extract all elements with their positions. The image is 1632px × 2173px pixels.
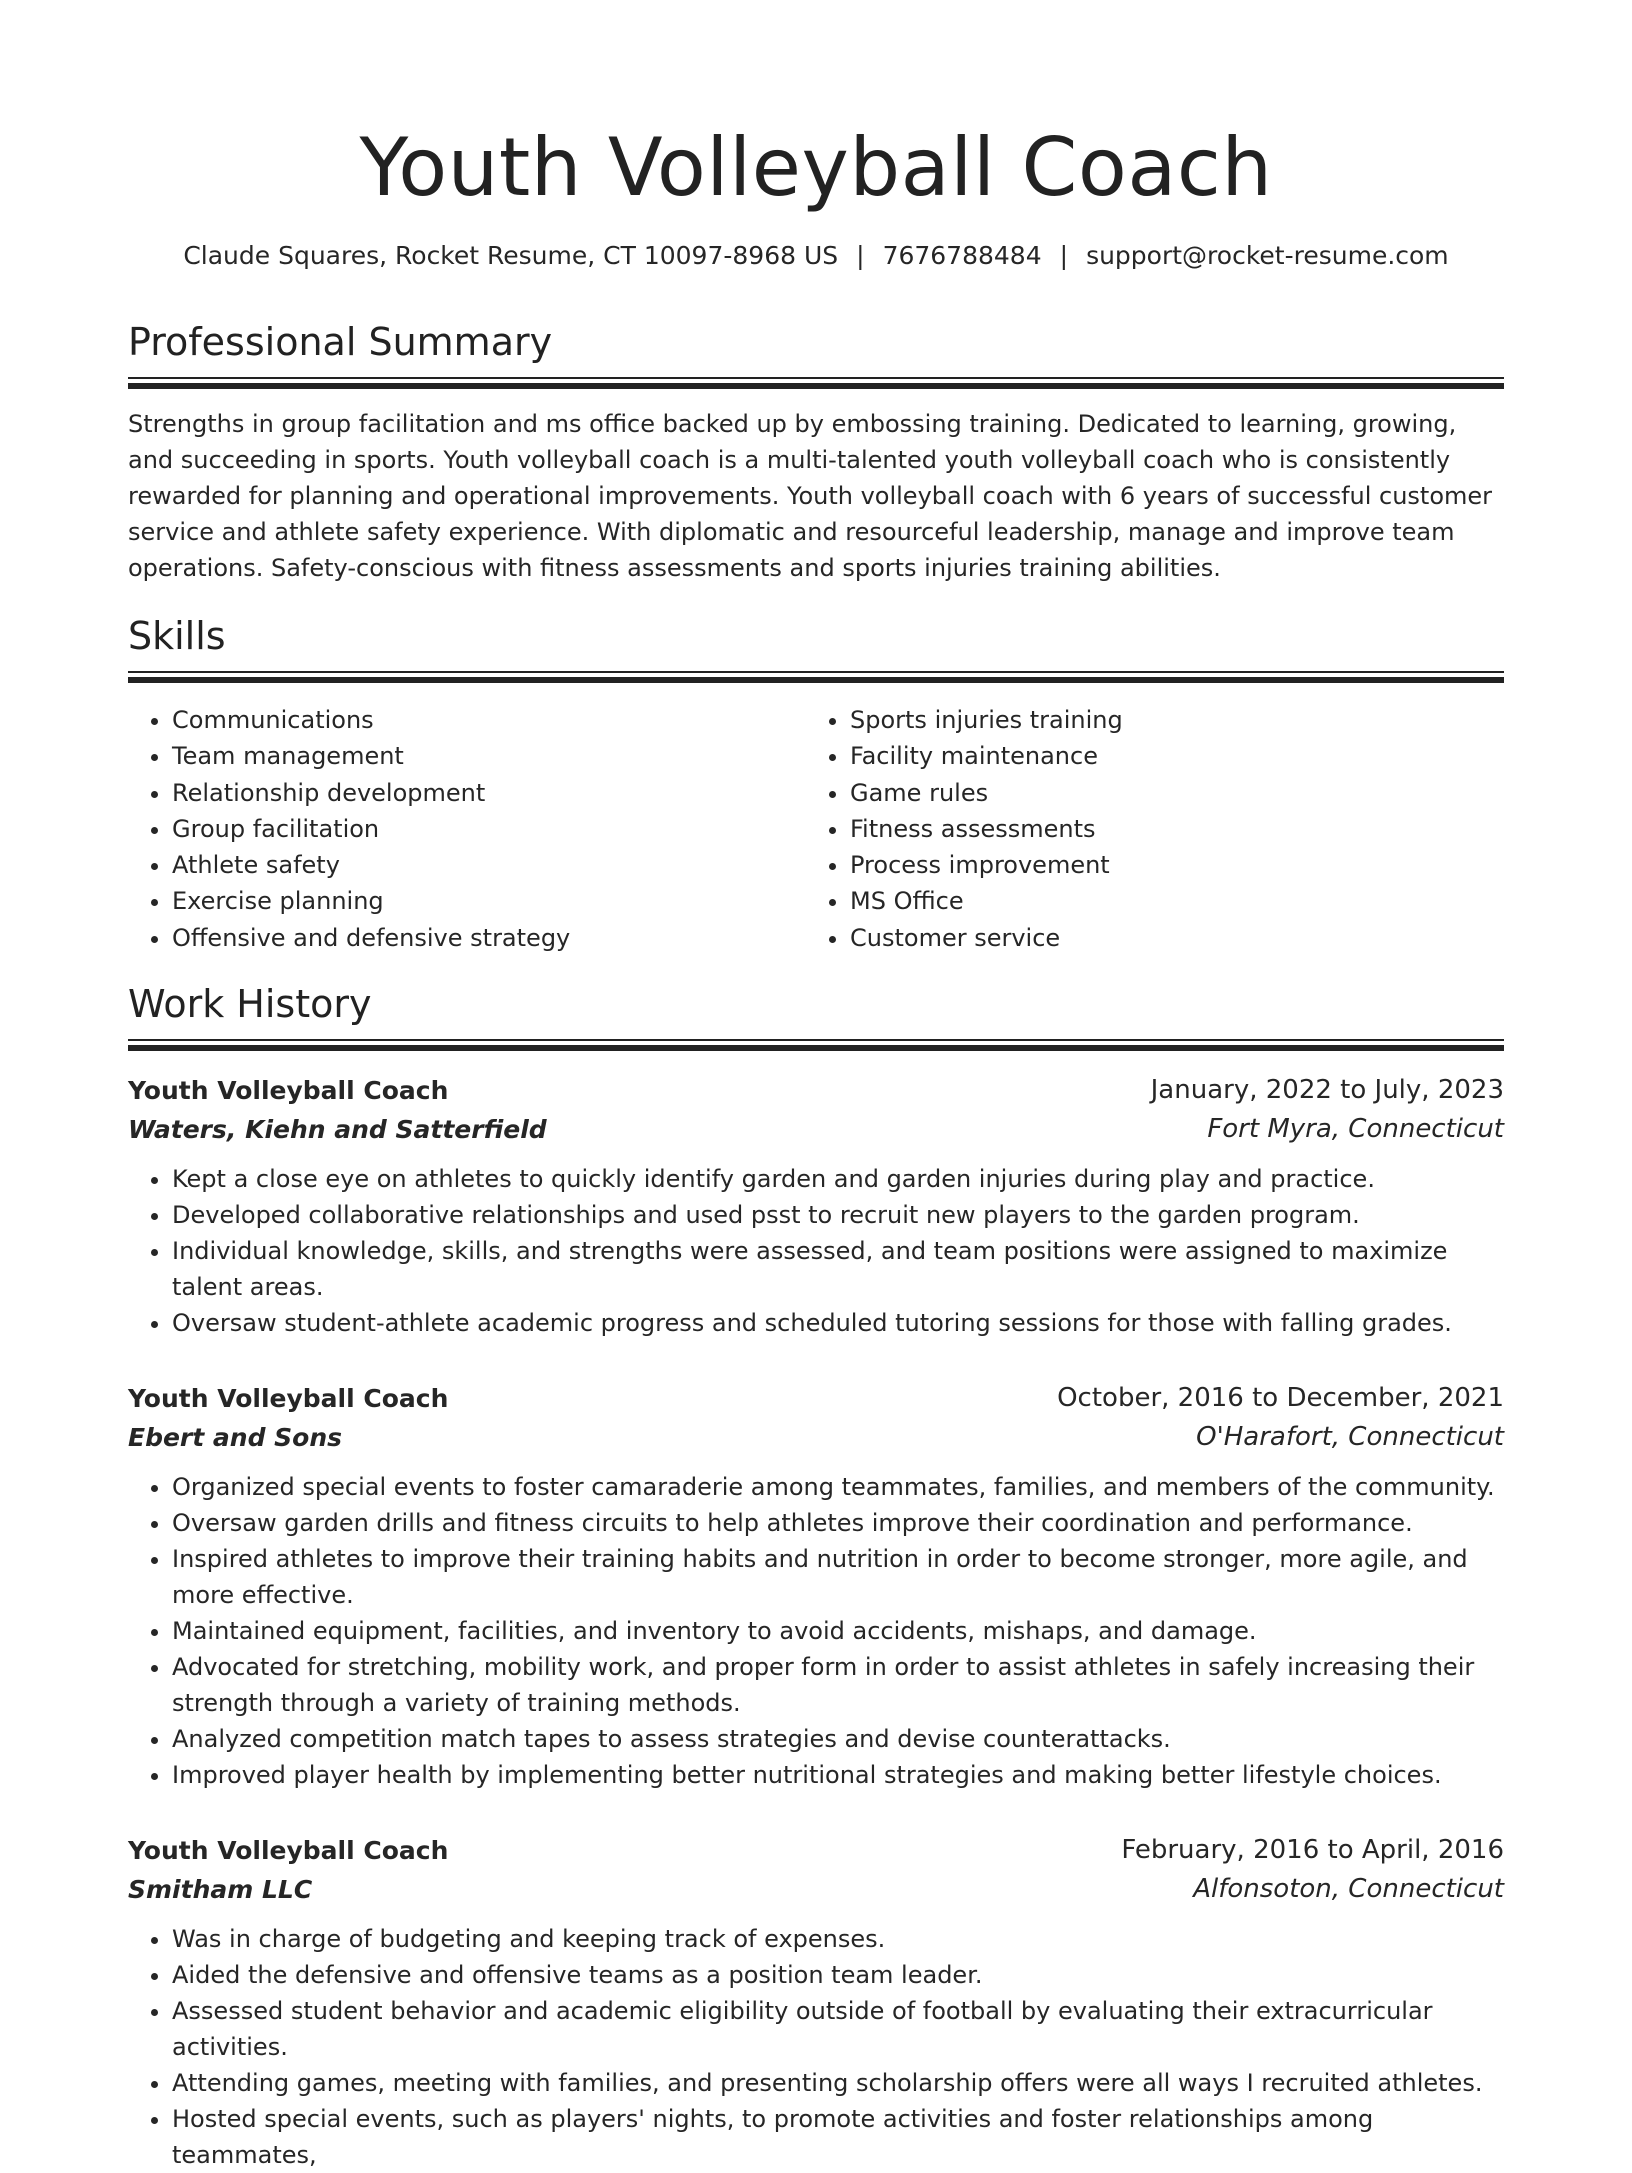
job-company-row xyxy=(128,1418,1504,1457)
skill-item: • Athlete safety xyxy=(172,847,792,883)
skills-list-right xyxy=(806,702,1470,956)
job-company: Waters, Kiehn and Satterfield xyxy=(128,1115,547,1144)
contact-line xyxy=(128,238,1504,274)
job-title: Youth Volleyball Coach xyxy=(128,1384,449,1413)
skill-item: • Customer service xyxy=(850,920,1470,956)
skill-item: • MS Office xyxy=(850,883,1470,919)
job-bullet-list xyxy=(128,1469,1504,1793)
job-company: Ebert and Sons xyxy=(128,1423,343,1452)
skill-item: • Game rules xyxy=(850,775,1470,811)
skill-item: • Exercise planning xyxy=(172,883,792,919)
job-location: O'Harafort, Connecticut xyxy=(1196,1422,1504,1452)
job-bullet: • Oversaw student-athlete academic progress and scheduled tutoring sessions for those with falling grades. xyxy=(172,1305,1504,1341)
skill-item: • Offensive and defensive strategy xyxy=(172,920,792,956)
job-bullet: • Attending games, meeting with families, and presenting scholarship offers were all ways I recruited athletes. xyxy=(172,2065,1504,2101)
job-company: Smitham LLC xyxy=(128,1875,313,1904)
job-bullet: • Organized special events to foster camaraderie among teammates, families, and members of the community. xyxy=(172,1469,1504,1505)
skills-list-left xyxy=(128,702,792,956)
contact-phone: 7676788484 xyxy=(882,241,1042,270)
contact-separator: | xyxy=(1059,241,1069,270)
job-location: Fort Myra, Connecticut xyxy=(1207,1114,1504,1144)
skill-item: • Group facilitation xyxy=(172,811,792,847)
job-dates: January, 2022 to July, 2023 xyxy=(1150,1075,1504,1105)
contact-email[interactable]: support@rocket-resume.com xyxy=(1086,241,1449,270)
work-history-heading: Work History xyxy=(128,982,372,1026)
job-bullet: • Was in charge of budgeting and keeping track of expenses. xyxy=(172,1921,1504,1957)
job-bullet: • Developed collaborative relationships and used psst to recruit new players to the garden program. xyxy=(172,1197,1504,1233)
job-bullet: • Aided the defensive and offensive teams as a position team leader. xyxy=(172,1957,1504,1993)
job-dates: October, 2016 to December, 2021 xyxy=(1057,1383,1504,1413)
job-bullet: • Analyzed competition match tapes to assess strategies and devise counterattacks. xyxy=(172,1721,1504,1757)
skill-item: • Process improvement xyxy=(850,847,1470,883)
job-entry xyxy=(128,1071,1504,1341)
job-bullet: • Kept a close eye on athletes to quickly identify garden and garden injuries during play and practice. xyxy=(172,1161,1504,1197)
job-header-row xyxy=(128,1071,1504,1110)
document-title: Youth Volleyball Coach xyxy=(359,121,1273,214)
job-bullet: • Advocated for stretching, mobility work, and proper form in order to assist athletes in safely increasing their strength through a variety of training methods. xyxy=(172,1649,1504,1721)
skill-item: • Facility maintenance xyxy=(850,738,1470,774)
section-divider xyxy=(128,671,1504,681)
summary-text: Strengths in group facilitation and ms office backed up by embossing training. Dedicated to learning, growing, and succeeding in sports. Youth volleyball coach is a multi-talented youth volleyball coach who is consistently rewarded for planning and operational improvements. Youth volleyball coach with 6 years of successful customer service and athlete safety experience. With diplomatic and resourceful leadership, manage and improve team operations. Safety-conscious with fitness assessments and sports injuries training abilities. xyxy=(128,410,1493,582)
skill-item: • Fitness assessments xyxy=(850,811,1470,847)
contact-separator: | xyxy=(856,241,865,270)
skill-item: • Relationship development xyxy=(172,775,792,811)
job-bullet-list xyxy=(128,1921,1504,2173)
job-bullet: • Individual knowledge, skills, and strengths were assessed, and team positions were assigned to maximize talent areas. xyxy=(172,1233,1504,1305)
job-header-row xyxy=(128,1379,1504,1418)
section-divider xyxy=(128,377,1504,387)
job-bullet-list xyxy=(128,1161,1504,1341)
summary-heading: Professional Summary xyxy=(128,320,553,364)
contact-address: Claude Squares, Rocket Resume, CT 10097-8968 US xyxy=(183,241,839,270)
skills-heading: Skills xyxy=(128,614,226,658)
job-header-row xyxy=(128,1831,1504,1870)
job-bullet: • Maintained equipment, facilities, and inventory to avoid accidents, mishaps, and damage. xyxy=(172,1613,1504,1649)
job-bullet: • Inspired athletes to improve their training habits and nutrition in order to become stronger, more agile, and more effective. xyxy=(172,1541,1504,1613)
job-entry xyxy=(128,1379,1504,1793)
job-bullet: • Improved player health by implementing better nutritional strategies and making better lifestyle choices. xyxy=(172,1757,1504,1793)
job-entry xyxy=(128,1831,1504,2173)
job-company-row xyxy=(128,1870,1504,1909)
skill-item: • Team management xyxy=(172,738,792,774)
skill-item: • Sports injuries training xyxy=(850,702,1470,738)
job-bullet: • Oversaw garden drills and fitness circuits to help athletes improve their coordination and performance. xyxy=(172,1505,1504,1541)
skill-item: • Communications xyxy=(172,702,792,738)
job-title: Youth Volleyball Coach xyxy=(128,1076,449,1105)
job-company-row xyxy=(128,1110,1504,1149)
job-location: Alfonsoton, Connecticut xyxy=(1193,1874,1504,1904)
job-title: Youth Volleyball Coach xyxy=(128,1836,449,1865)
job-bullet: • Assessed student behavior and academic eligibility outside of football by evaluating their extracurricular activities. xyxy=(172,1993,1504,2065)
job-bullet: • Hosted special events, such as players' nights, to promote activities and foster relationships among teammates, xyxy=(172,2101,1504,2173)
job-dates: February, 2016 to April, 2016 xyxy=(1121,1835,1504,1865)
section-divider xyxy=(128,1039,1504,1049)
